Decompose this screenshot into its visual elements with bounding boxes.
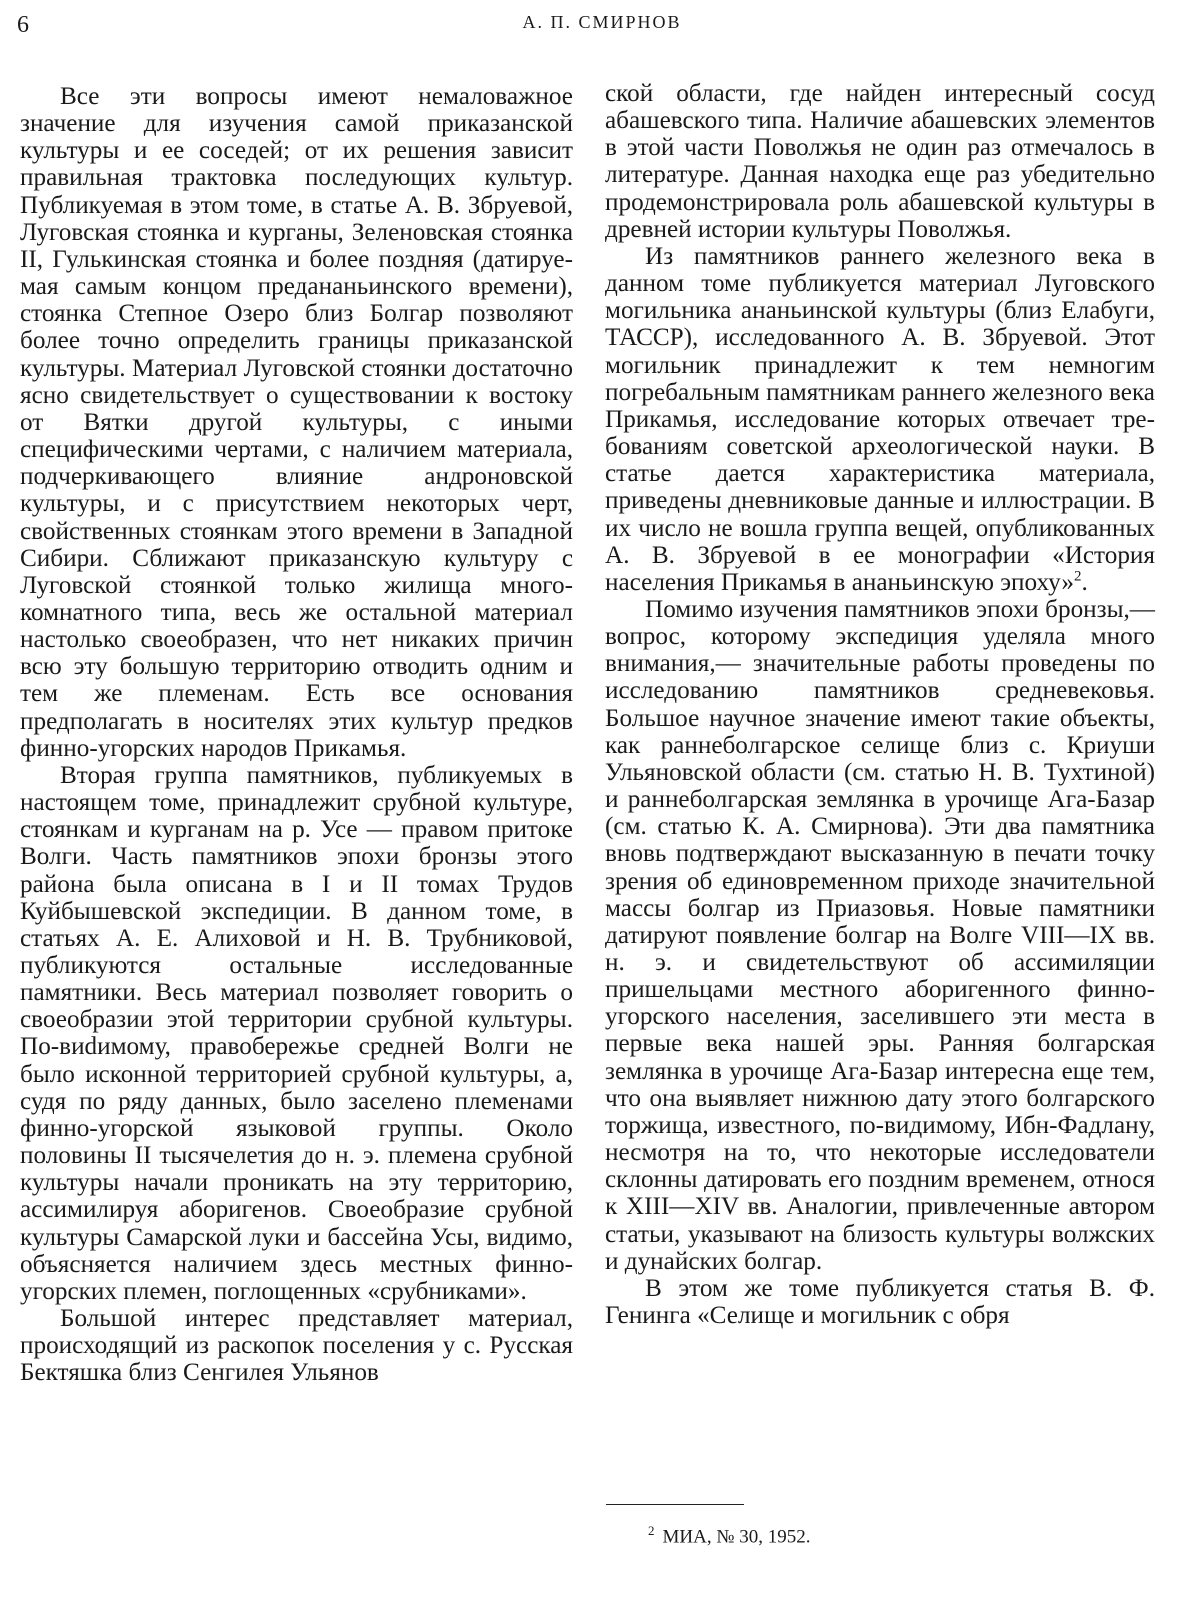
paragraph: Все эти вопросы имеют немаловажное значение для изучения самой приказанской культуры и ее соседей; от их решения зависит правильная трактовка последующих культур. Публикуемая в этом томе, в статье А. В. Збруевой, Луговская стоянка и курганы, Зеленовская стоянка II, Гулькинская стоянка и более поздняя (датируемая самым концом предананьинского времени), стоянка Степное Озеро близ Болгар позволяют более точно определить границы приказанской культуры. Материал Луговской стоянки достаточно ясно свидетельствует о существовании к востоку от Вятки другой культуры, с иными специфическими чертами, с наличием материала, подчеркивающего влияние андроновской культуры, и с присутствием некоторых черт, свойственных стоянкам этого времени в Западной Сибири. Сближают приказанскую культуру с Луговской стоянкой только жилища многокомнатного типа, весь же остальной материал настолько своеобразен, что нет никаких причин всю эту большую территорию отводить одним и тем же племенам. Есть все основания предполагать в носителях этих культур предков финно-угорских народов Прикамья. [20,83,573,762]
footnote [648,1519,810,1549]
left-column [20,83,573,1387]
paragraph: Большой интерес представляет материал, происходящий из раскопок поселения у с. Русская Бектяшка близ Сенгилея Ульянов [20,1305,573,1387]
paragraph-end: . [1081,568,1088,596]
paragraph-text: Из памятников раннего железного века в данном томе публикуется материал Луговского могильника ананьинской культуры (близ Елабуги, ТАССР), исследованного А. В. Збруевой. Этот могильник принадлежит к тем немногим погребальным памятникам раннего железного века Прикамья, исследование которых отвечает требованиям советской археологической науки. В статье дается характеристика материала, приведены дневниковые данные и иллюстрации. В их число не вошла группа вещей, опубликованных А. В. Збруевой в ее монографии «История населения Прикамья в ананьинскую эпоху» [605,242,1155,596]
running-title: А. П. СМИРНОВ [522,12,682,32]
footnote-divider [606,1504,744,1505]
footnote-text: МИА, № 30, 1952. [662,1526,811,1548]
right-column [605,80,1155,1329]
paragraph [605,243,1155,596]
paragraph: Помимо изучения памятников эпохи бронзы,— вопрос, которому экспедиция уделяла много внимания,— значительные работы проведены по исследованию памятников средневековья. Большое научное значение имеют такие объекты, как раннеболгарское селище близ с. Криуши Ульяновской области (см. статью Н. В. Тухтиной) и раннеболгарская землянка в урочище Ага-Базар (см. статью К. А. Смирнова). Эти два памятника вновь подтверждают высказанную в печати точку зрения об единовременном приходе значительной массы болгар из Приазовья. Новые памятники датируют появление болгар на Волге VIII—IX вв. н. э. и свидетельствуют об ассимиляции пришельцами местного аборигенного финно-угорского населения, заселившего эти места в первые века нашей эры. Ранняя болгарская землянка в урочище Ага-Базар интересна еще тем, что она выявляет нижнюю дату этого болгарского торжища, известного, по-видимому, Ибн-Фадлану, несмотря на то, что некоторые исследователи склонны датировать его поздним временем, относя к XIII—XIV вв. Аналогии, привлеченные автором статьи, указывают на близость культуры волжских и дунайских болгар. [605,595,1155,1275]
paragraph: ской области, где найден интересный сосуд абашевского типа. Наличие абашевских элементов в этой части Поволжья не один раз отмечалось в литературе. Данная находка еще раз убедительно продемонстрировала роль абашевской культуры в древней истории культуры Поволжья. [605,80,1155,243]
footnote-reference: 2 [1073,568,1082,585]
paragraph: В этом же томе публикуется статья В. Ф. Генинга «Селище и могильник с обря [605,1274,1155,1330]
page-number: 6 [17,12,29,38]
footnote-mark: 2 [648,1523,655,1538]
paragraph: Вторая группа памятников, публикуемых в настоящем томе, принадлежит срубной культуре, стоянкам и курганам на р. Усе — правом притоке Волги. Часть памятников эпохи бронзы этого района была описана в I и II томах Трудов Куйбышевской экспедиции. В данном томе, в статьях А. Е. Алиховой и Н. В. Трубниковой, публикуются остальные исследованные памятники. Весь материал позволяет говорить о своеобразии этой территории срубной культуры. По-виdимому, правобережье средней Волги не было исконной территорией срубной культуры, а, судя по ряду данных, было заселено племенами финно-угорской языковой группы. Около половины II тысячелетия до н. э. племена срубной культуры начали проникать на эту территорию, ассимилируя аборигенов. Своеобразие срубной культуры Самарской луки и бассейна Усы, видимо, объясняется наличием здесь местных финно-угорских племен, поглощенных «срубниками». [20,761,573,1305]
